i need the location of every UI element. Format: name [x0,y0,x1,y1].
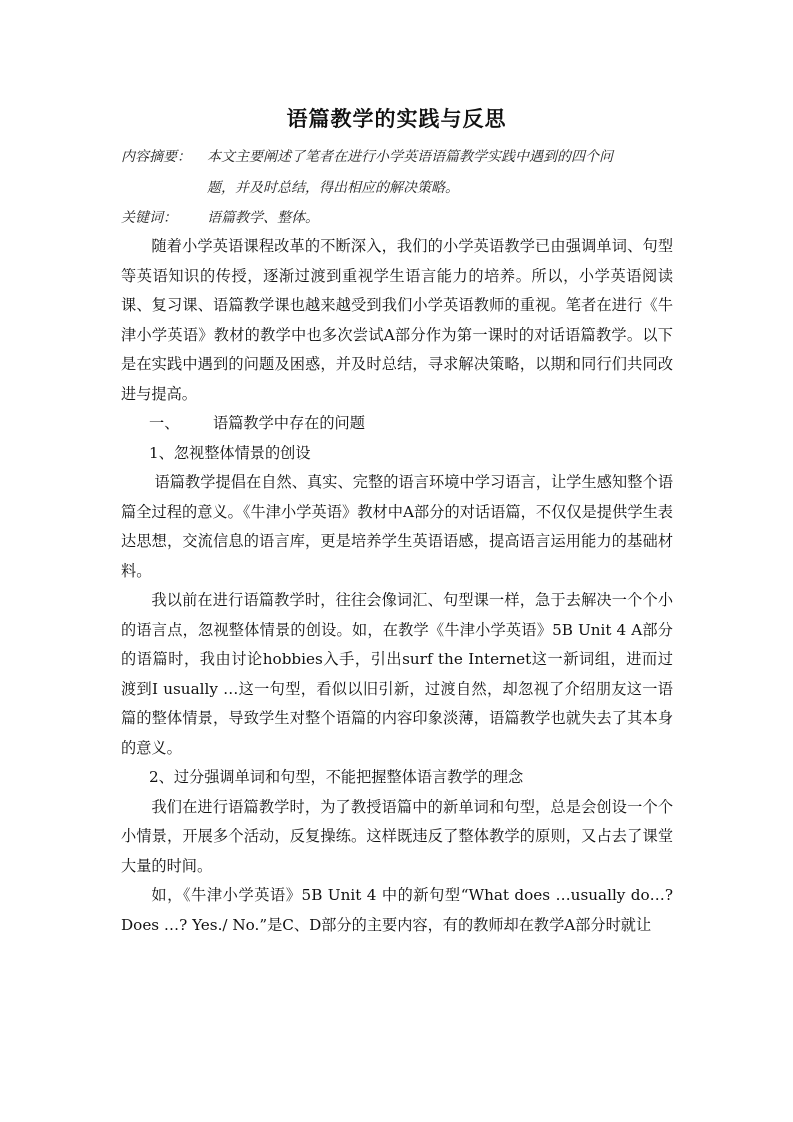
paragraph: 如，《牛津小学英语》5B Unit 4 中的新句型“What does …usually do…? Does …? Yes./ No.”是C、D部分的主要内容，有的教师却在教学A部分时就让 [121,886,673,934]
keywords-text: 语篇教学、整体。 [207,210,319,226]
keywords [121,207,319,227]
document-body [121,232,673,940]
paragraph-intro: 随着小学英语课程改革的不断深入，我们的小学英语教学已由强调单词、句型等英语知识的传授，逐渐过渡到重视学生语言能力的培养。所以，小学英语阅读课、复习课、语篇教学课也越来越受到我们小学英语教师的重视。笔者在进行《牛津小学英语》教材的教学中也多次尝试A部分作为第一课时的对话语篇教学。以下是在实践中遇到的问题及困惑，并及时总结，寻求解决策略，以期和同行们共同改进与提高。 [121,237,673,403]
abstract-text-line-2: 题，并及时总结，得出相应的解决策略。 [207,180,459,196]
subsection-heading-2: 2、过分强调单词和句型，不能把握整体语言教学的理念 [149,768,524,786]
subsection-heading-1: 1、忽视整体情景的创设 [149,443,311,462]
section-number: 一、 [149,414,180,432]
abstract-label: 内容摘要： [121,149,191,165]
section-title: 语篇教学中存在的问题 [213,414,365,432]
paragraph: 我们在进行语篇教学时，为了教授语篇中的新单词和句型，总是会创设一个个小情景，开展多个活动，反复操练。这样既违反了整体教学的原则，又占去了课堂大量的时间。 [121,797,673,875]
keywords-label: 关键词： [121,210,177,226]
section-heading-1 [121,409,673,439]
document-title: 语篇教学的实践与反思 [286,107,507,131]
abstract-text-line-1: 本文主要阐述了笔者在进行小学英语语篇教学实践中遇到的四个问 [207,149,613,165]
paragraph: 我以前在进行语篇教学时，往往会像词汇、句型课一样，急于去解决一个个小的语言点，忽视整体情景的创设。如，在教学《牛津小学英语》5B Unit 4 A部分的语篇时，我由讨论hobbies入手，引出surf the Internet这一新词组，进而过渡到I usually …这一句型，看似以旧引新，过渡自然，却忽视了介绍朋友这一语篇的整体情景，导致学生对整个语篇的内容印象淡薄，语篇教学也就失去了其本身的意义。 [121,591,673,757]
abstract [121,146,613,166]
paragraph: 语篇教学提倡在自然、真实、完整的语言环境中学习语言，让学生感知整个语篇全过程的意义。《牛津小学英语》教材中A部分的对话语篇，不仅仅是提供学生表达思想，交流信息的语言库，更是培养学生英语语感，提高语言运用能力的基础材料。 [121,473,673,580]
